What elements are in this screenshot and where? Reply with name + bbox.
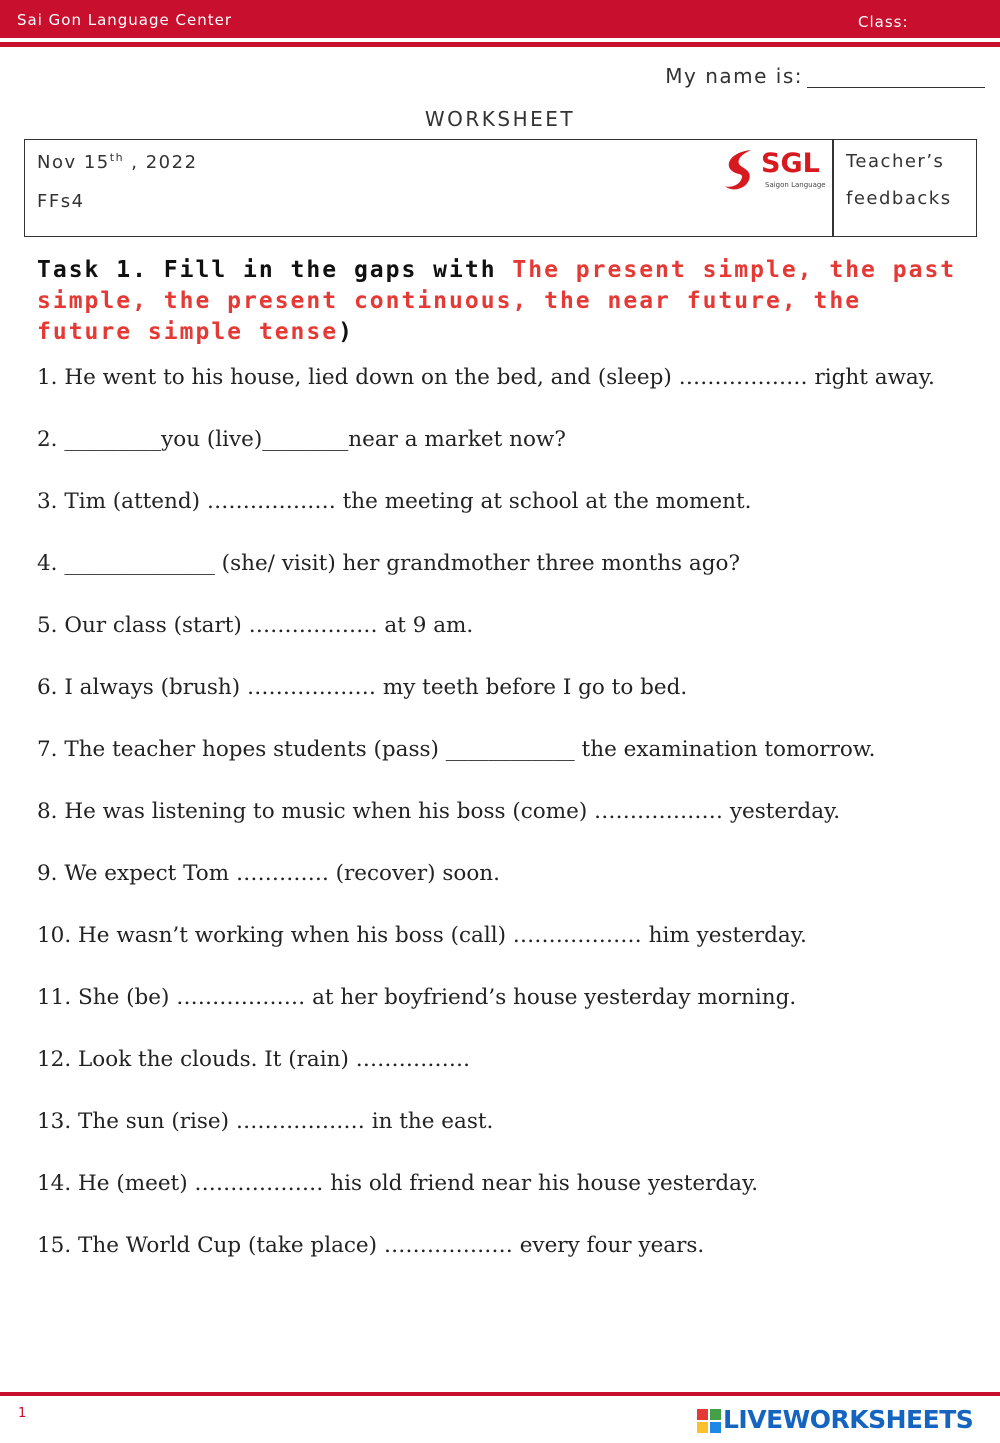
date: Nov 15th , 2022	[37, 151, 198, 173]
footer-divider	[0, 1392, 1000, 1396]
feedback-label-line2: feedbacks	[846, 188, 952, 209]
liveworksheets-brand: LIVEWORKSHEETS	[723, 1405, 974, 1434]
header-bar	[0, 0, 1000, 38]
question-15: 15. The World Cup (take place) ……………… every four years.	[37, 1233, 705, 1258]
task-tenses: The present simple, the past simple, the present continuous, the near future, the future simple tense	[37, 257, 957, 345]
name-blank[interactable]	[807, 66, 985, 88]
feedback-label-line1: Teacher’s	[846, 151, 945, 172]
task-instruction	[37, 255, 967, 348]
question-11: 11. She (be) ……………… at her boyfriend’s house yesterday morning.	[37, 985, 797, 1010]
page-number: 1	[18, 1406, 27, 1421]
logo-text: SGL	[761, 148, 820, 179]
name-field	[665, 64, 985, 88]
question-13: 13. The sun (rise) ……………… in the east.	[37, 1109, 494, 1134]
task-prefix: Task 1. Fill in the gaps with	[37, 257, 513, 283]
sgl-swirl-icon	[721, 146, 761, 194]
question-12: 12. Look the clouds. It (rain) …………….	[37, 1047, 471, 1072]
question-9: 9. We expect Tom …………. (recover) soon.	[37, 861, 500, 886]
question-10: 10. He wasn’t working when his boss (call) ……………… him yesterday.	[37, 923, 807, 948]
center-name: Sai Gon Language Center	[17, 11, 233, 29]
question-6: 6. I always (brush) ……………… my teeth before I go to bed.	[37, 675, 688, 700]
question-4: 4. ______________ (she/ visit) her grandmother three months ago?	[37, 551, 740, 576]
logo-subtext: Saigon Language	[765, 181, 826, 189]
name-label: My name is:	[665, 64, 803, 88]
box-divider	[832, 140, 834, 236]
question-3: 3. Tim (attend) ……………… the meeting at school at the moment.	[37, 489, 752, 514]
liveworksheets-grid-icon	[697, 1409, 721, 1433]
class-code: FFs4	[37, 191, 85, 212]
sgl-logo	[721, 146, 831, 194]
question-2: 2. _________you (live)________near a market now?	[37, 427, 566, 452]
question-list	[37, 362, 967, 1292]
task-suffix: )	[338, 319, 354, 345]
worksheet-title: WORKSHEET	[424, 107, 576, 131]
question-5: 5. Our class (start) ……………… at 9 am.	[37, 613, 474, 638]
question-1: 1. He went to his house, lied down on the bed, and (sleep) ……………… right away.	[37, 365, 935, 390]
question-7: 7. The teacher hopes students (pass) ____________ the examination tomorrow.	[37, 737, 876, 762]
question-14: 14. He (meet) ……………… his old friend near his house yesterday.	[37, 1171, 759, 1196]
info-box	[24, 139, 977, 237]
question-8: 8. He was listening to music when his boss (come) ……………… yesterday.	[37, 799, 841, 824]
header-divider	[0, 42, 1000, 47]
class-label: Class:	[858, 13, 909, 31]
